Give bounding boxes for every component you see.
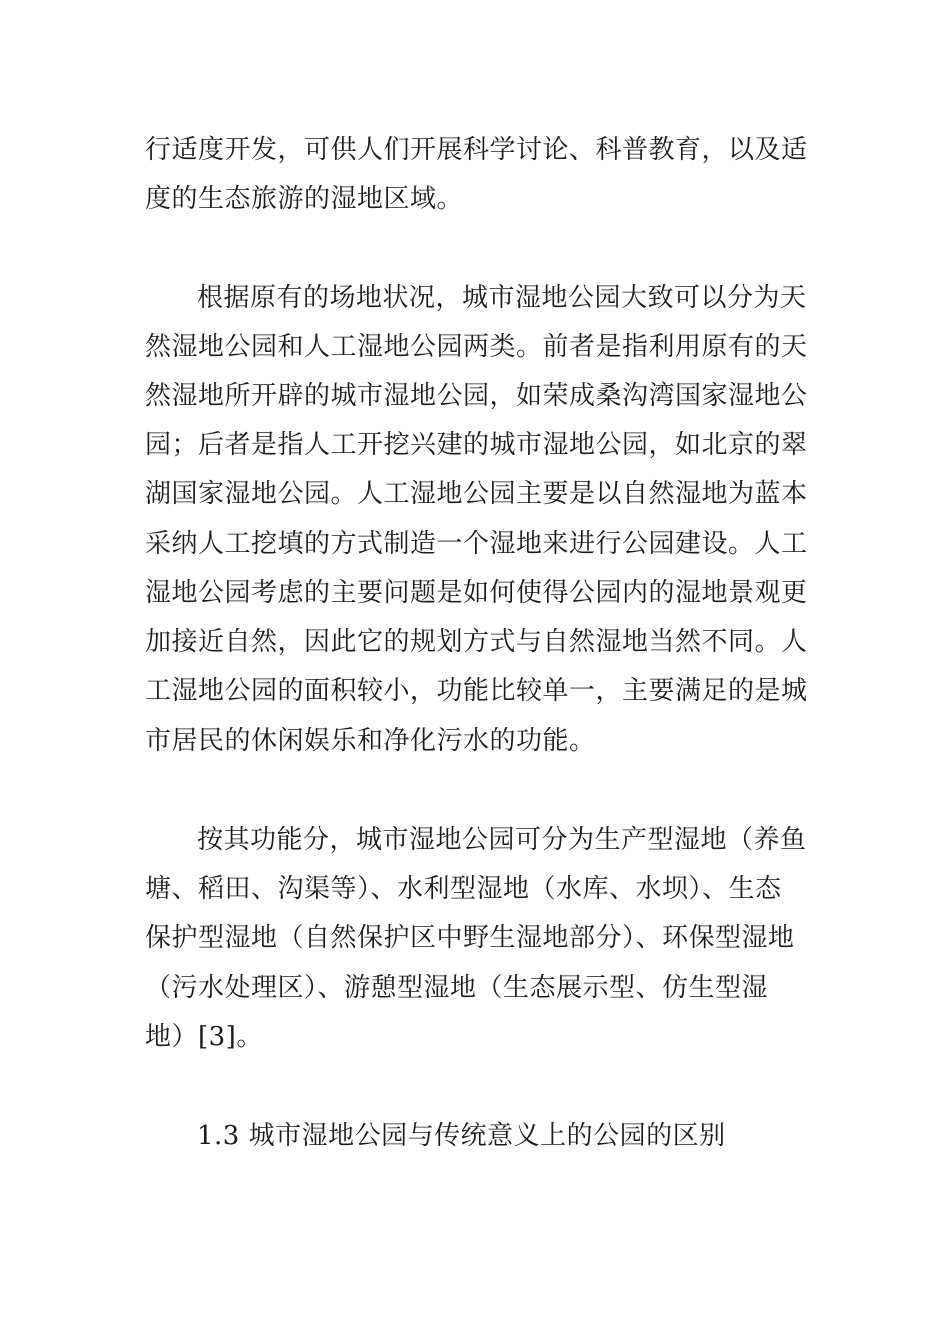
paragraph-1-line-1: 行适度开发，可供人们开展科学讨论、科普教育，以及适 — [145, 135, 808, 165]
section-heading: 1.3 城市湿地公园与传统意义上的公园的区别 — [197, 1121, 726, 1151]
paragraph-3-line-2: 塘、稻田、沟渠等）、水利型湿地（水库、水坝）、生态 — [145, 874, 782, 904]
paragraph-3-line-4: （污水处理区）、游憩型湿地（生态展示型、仿生型湿 — [145, 973, 769, 1003]
paragraph-2-line-3: 然湿地所开辟的城市湿地公园，如荣成桑沟湾国家湿地公 — [145, 381, 808, 411]
paragraph-2-line-5: 湖国家湿地公园。人工湿地公园主要是以自然湿地为蓝本 — [145, 479, 808, 509]
paragraph-2-line-2: 然湿地公园和人工湿地公园两类。前者是指利用原有的天 — [145, 332, 808, 362]
paragraph-2-line-9: 工湿地公园的面积较小，功能比较单一，主要满足的是城 — [145, 676, 808, 706]
paragraph-2-line-4: 园；后者是指人工开挖兴建的城市湿地公园，如北京的翠 — [145, 430, 808, 460]
paragraph-2-line-10: 市居民的休闲娱乐和净化污水的功能。 — [145, 726, 596, 756]
paragraph-3-line-1: 按其功能分，城市湿地公园可分为生产型湿地（养鱼 — [197, 825, 807, 855]
paragraph-3-line-5: 地）[3]。 — [145, 1022, 263, 1052]
paragraph-2-line-6: 采纳人工挖填的方式制造一个湿地来进行公园建设。人工 — [145, 529, 808, 559]
paragraph-2-line-7: 湿地公园考虑的主要问题是如何使得公园内的湿地景观更 — [145, 578, 808, 608]
paragraph-2-line-8: 加接近自然，因此它的规划方式与自然湿地当然不同。人 — [145, 627, 808, 657]
paragraph-3-line-3: 保护型湿地（自然保护区中野生湿地部分）、环保型湿地 — [145, 923, 795, 953]
paragraph-2-line-1: 根据原有的场地状况，城市湿地公园大致可以分为天 — [197, 283, 807, 313]
paragraph-1-line-2: 度的生态旅游的湿地区域。 — [145, 184, 464, 214]
